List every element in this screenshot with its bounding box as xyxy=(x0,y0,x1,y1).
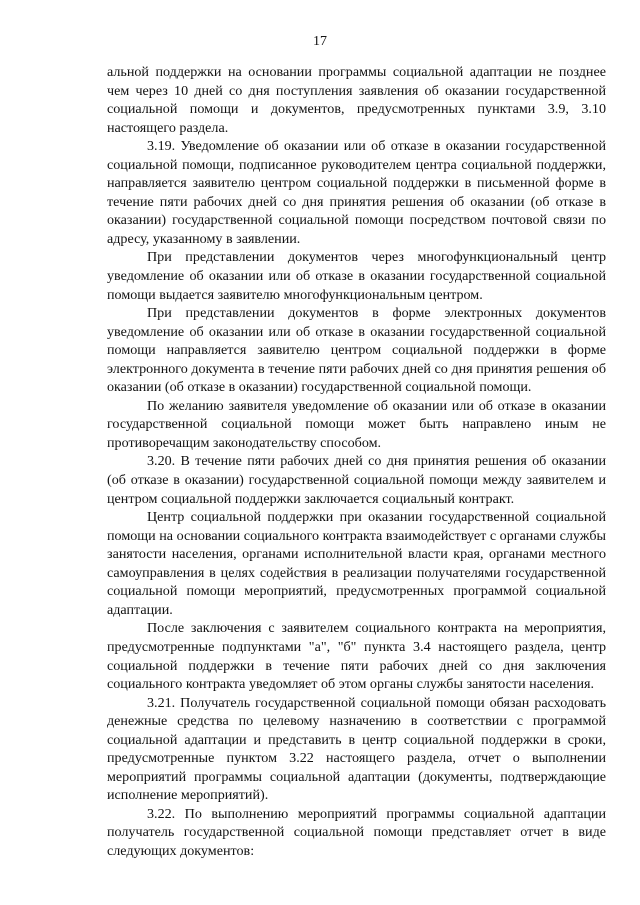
paragraph-other-method: По желанию заявителя уведомление об оказании или об отказе в оказании государственной социальной помощи может быть направлено иным не противоречащим законодательству способом. xyxy=(107,397,606,451)
page-number: 17 xyxy=(313,34,327,49)
document-body xyxy=(107,63,606,861)
paragraph-3-20: 3.20. В течение пяти рабочих дней со дня принятия решения об оказании (об отказе в оказании) государственной социальной помощи между заявителем и центром социальной поддержки заключается социальный контракт. xyxy=(107,453,606,507)
paragraph-employment-notice: После заключения с заявителем социального контракта на мероприятия, предусмотренные подпунктами "а", "б" пункта 3.4 настоящего раздела, центр социальной поддержки в течение пяти рабочих дней со дня заключения социального контракта уведомляет об этом органы службы занятости населения. xyxy=(107,620,606,693)
paragraph-3-22: 3.22. По выполнению мероприятий программы социальной адаптации получатель государственной социальной помощи представляет отчет в виде следующих документов: xyxy=(107,805,606,859)
paragraph-electronic-notice: При представлении документов в форме электронных документов уведомление об оказании или об отказе в оказании государственной социальной помощи направляется заявителю центром социальной поддержки в форме электронного документа в течение пяти рабочих дней со дня принятия решения об оказании (об отказе в оказании) государственной социальной помощи. xyxy=(107,305,606,396)
paragraph-continuation: альной поддержки на основании программы социальной адаптации не позднее чем через 10 дней со дня поступления заявления об оказании государственной социальной помощи и документов, предусмотренных пунктами 3.9, 3.10 настоящего раздела. xyxy=(107,64,606,136)
paragraph-3-21: 3.21. Получатель государственной социальной помощи обязан расходовать денежные средства по целевому назначению в соответствии с программой социальной адаптации и представить в центр социальной поддержки в сроки, предусмотренные пунктом 3.22 настоящего раздела, отчет о выполнении мероприятий программы социальной адаптации (документы, подтверждающие исполнение мероприятий). xyxy=(107,694,606,804)
paragraph-interaction: Центр социальной поддержки при оказании государственной социальной помощи на основании социального контракта взаимодействует с органами службы занятости населения, органами исполнительной власти края, органами местного самоуправления в целях содействия в реализации получателями государственной социальной помощи мероприятий, предусмотренных программой социальной адаптации. xyxy=(107,509,606,618)
paragraph-3-19: 3.19. Уведомление об оказании или об отказе в оказании государственной социальной помощи, подписанное руководителем центра социальной поддержки, направляется заявителю центром социальной поддержки в письменной форме в течение пяти рабочих дней со дня принятия решения об оказании (об отказе в оказании) государственной социальной помощи посредством почтовой связи по адресу, указанному в заявлении. xyxy=(107,138,606,247)
paragraph-mfc-notice: При представлении документов через многофункциональный центр уведомление об оказании или об отказе в оказании государственной социальной помощи выдается заявителю многофункциональным центром. xyxy=(107,249,606,303)
